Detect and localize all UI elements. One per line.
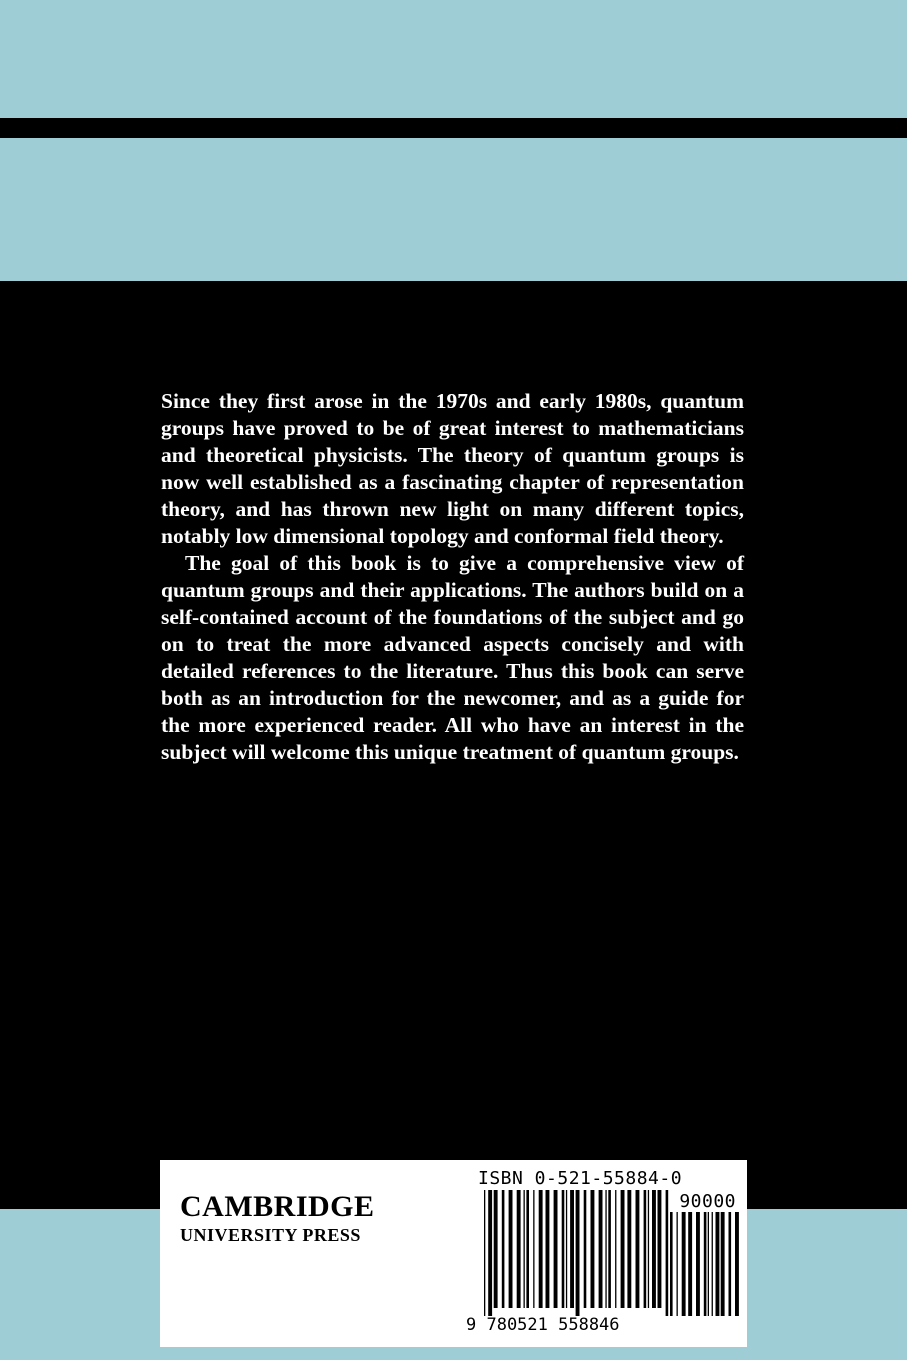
- barcode-bar: [652, 1190, 656, 1308]
- barcode-bars: [470, 1190, 742, 1318]
- barcode-bar: [554, 1190, 558, 1308]
- barcode-bar: [526, 1190, 529, 1308]
- addon-barcode-bar: [670, 1212, 673, 1316]
- addon-barcode-bar: [716, 1212, 720, 1316]
- barcode-bar: [584, 1190, 587, 1308]
- barcode-bar: [576, 1190, 580, 1316]
- barcode-bar: [608, 1190, 611, 1308]
- barcode-area: [466, 1168, 742, 1338]
- addon-barcode-bar: [696, 1212, 700, 1316]
- barcode-bar: [533, 1190, 534, 1308]
- barcode-bar: [524, 1190, 525, 1308]
- addon-barcode-bar: [708, 1212, 709, 1316]
- addon-barcode-bar: [721, 1212, 725, 1316]
- barcode-bar: [502, 1190, 505, 1308]
- publisher-logo: [180, 1190, 375, 1246]
- black-stripe: [0, 118, 907, 138]
- addon-barcode-bar: [712, 1212, 713, 1316]
- barcode-bar: [658, 1190, 662, 1308]
- addon-barcode-bar: [704, 1212, 707, 1316]
- barcode-bar: [621, 1190, 625, 1308]
- barcode-bar: [599, 1190, 603, 1308]
- addon-barcode-bar: [729, 1212, 732, 1316]
- barcode-bar: [636, 1190, 640, 1308]
- publisher-name: CAMBRIDGE: [180, 1190, 375, 1223]
- blurb-paragraph-2: The goal of this book is to give a comprehensive view of quantum groups and their applications. The authors build on a self-contained account of the foundations of the subject and go on to treat the more advanced aspects concisely and with detailed references to the literature. Thus this book can serve both as an introduction for the newcomer, and as a guide for the more experienced reader. All who have an interest in the subject will welcome this unique treatment of quantum groups.: [161, 551, 744, 764]
- barcode-bar: [605, 1190, 606, 1308]
- barcode-bar: [539, 1190, 543, 1308]
- publisher-barcode-box: [160, 1160, 747, 1347]
- barcode-bar: [644, 1190, 647, 1308]
- middle-color-band: [0, 138, 907, 281]
- barcode-bar: [566, 1190, 567, 1308]
- isbn-label: ISBN 0-521-55884-0: [478, 1168, 683, 1189]
- barcode-bar: [509, 1190, 513, 1308]
- addon-barcode-bar: [688, 1212, 692, 1316]
- ean-digits: 9 780521 558846: [466, 1315, 620, 1335]
- barcode-bar: [627, 1190, 631, 1308]
- addon-barcode-bar: [677, 1212, 678, 1316]
- barcode-bar: [488, 1190, 492, 1316]
- barcode-bar: [517, 1190, 521, 1308]
- addon-barcode-bar: [682, 1212, 686, 1316]
- barcode-bar: [570, 1190, 574, 1308]
- barcode-bar: [494, 1190, 498, 1308]
- barcode-bar: [591, 1190, 595, 1308]
- price-code: 90000: [679, 1191, 736, 1212]
- publisher-subtitle: UNIVERSITY PRESS: [180, 1225, 361, 1245]
- addon-barcode-bar: [735, 1212, 739, 1316]
- barcode-bar: [666, 1190, 669, 1316]
- barcode-bar: [615, 1190, 616, 1308]
- barcode-bar: [648, 1190, 649, 1308]
- barcode-bar: [562, 1190, 565, 1308]
- blurb-paragraph-1: Since they first arose in the 1970s and early 1980s, quantum groups have proved to be of great interest to mathematicians and theoretical physicists. The theory of quantum groups is now well established as a fascinating chapter of representation theory, and has thrown new light on many different topics, notably low dimensional topology and conformal field theory.: [161, 389, 744, 548]
- top-color-band: [0, 0, 907, 118]
- back-cover-blurb: [161, 388, 744, 766]
- barcode-bar: [484, 1190, 485, 1316]
- barcode-bar: [546, 1190, 550, 1308]
